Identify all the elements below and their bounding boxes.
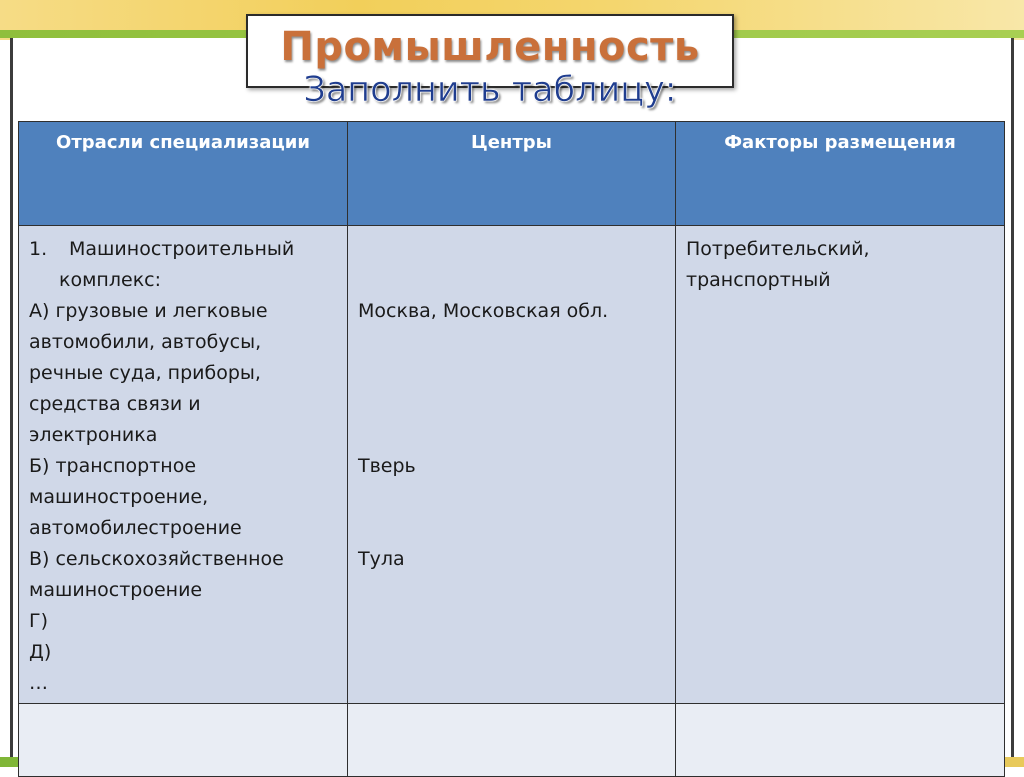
branch-b-line: Б) транспортное	[29, 455, 197, 477]
spacer	[358, 327, 667, 451]
center-tula: Тула	[358, 548, 405, 570]
branch-a-line: средства связи и	[29, 393, 201, 415]
spacer	[358, 482, 667, 544]
page-title: Промышленность	[280, 24, 700, 70]
spacer	[358, 234, 667, 296]
center-tver: Тверь	[358, 455, 416, 477]
factor-line: Потребительский,	[686, 238, 870, 260]
table-row	[19, 226, 1005, 704]
branch-ellipsis: …	[29, 672, 48, 694]
empty-cell	[19, 704, 348, 777]
table-row-empty	[19, 704, 1005, 777]
branch-d: Д)	[29, 641, 52, 663]
factor-line: транспортный	[686, 269, 831, 291]
cell-factors	[676, 226, 1005, 704]
branch-a-line: речные суда, приборы,	[29, 362, 261, 384]
item-title-cont: комплекс:	[59, 269, 162, 291]
header-factors: Факторы размещения	[676, 122, 1005, 226]
page-subtitle: Заполнить таблицу:	[303, 70, 677, 110]
table-header-row	[19, 122, 1005, 226]
branch-a-line: А) грузовые и легковые	[29, 300, 268, 322]
empty-cell	[348, 704, 676, 777]
branch-b-line: машиностроение,	[29, 486, 209, 508]
industry-table	[18, 121, 1005, 777]
branch-b-line: автомобилестроение	[29, 517, 242, 539]
item-title: Машиностроительный	[69, 238, 295, 260]
cell-branches	[19, 226, 348, 704]
header-centers: Центры	[348, 122, 676, 226]
empty-cell	[676, 704, 1005, 777]
branch-a-line: автомобили, автобусы,	[29, 331, 262, 353]
list-item	[29, 234, 339, 265]
branch-v-line: В) сельскохозяйственное	[29, 548, 284, 570]
cell-centers	[348, 226, 676, 704]
branch-a-line: электроника	[29, 424, 158, 446]
branch-v-line: машиностроение	[29, 579, 203, 601]
item-number: 1.	[29, 238, 48, 260]
center-moscow: Москва, Московская обл.	[358, 300, 609, 322]
header-branches: Отрасли специализации	[19, 122, 348, 226]
branch-g: Г)	[29, 610, 48, 632]
